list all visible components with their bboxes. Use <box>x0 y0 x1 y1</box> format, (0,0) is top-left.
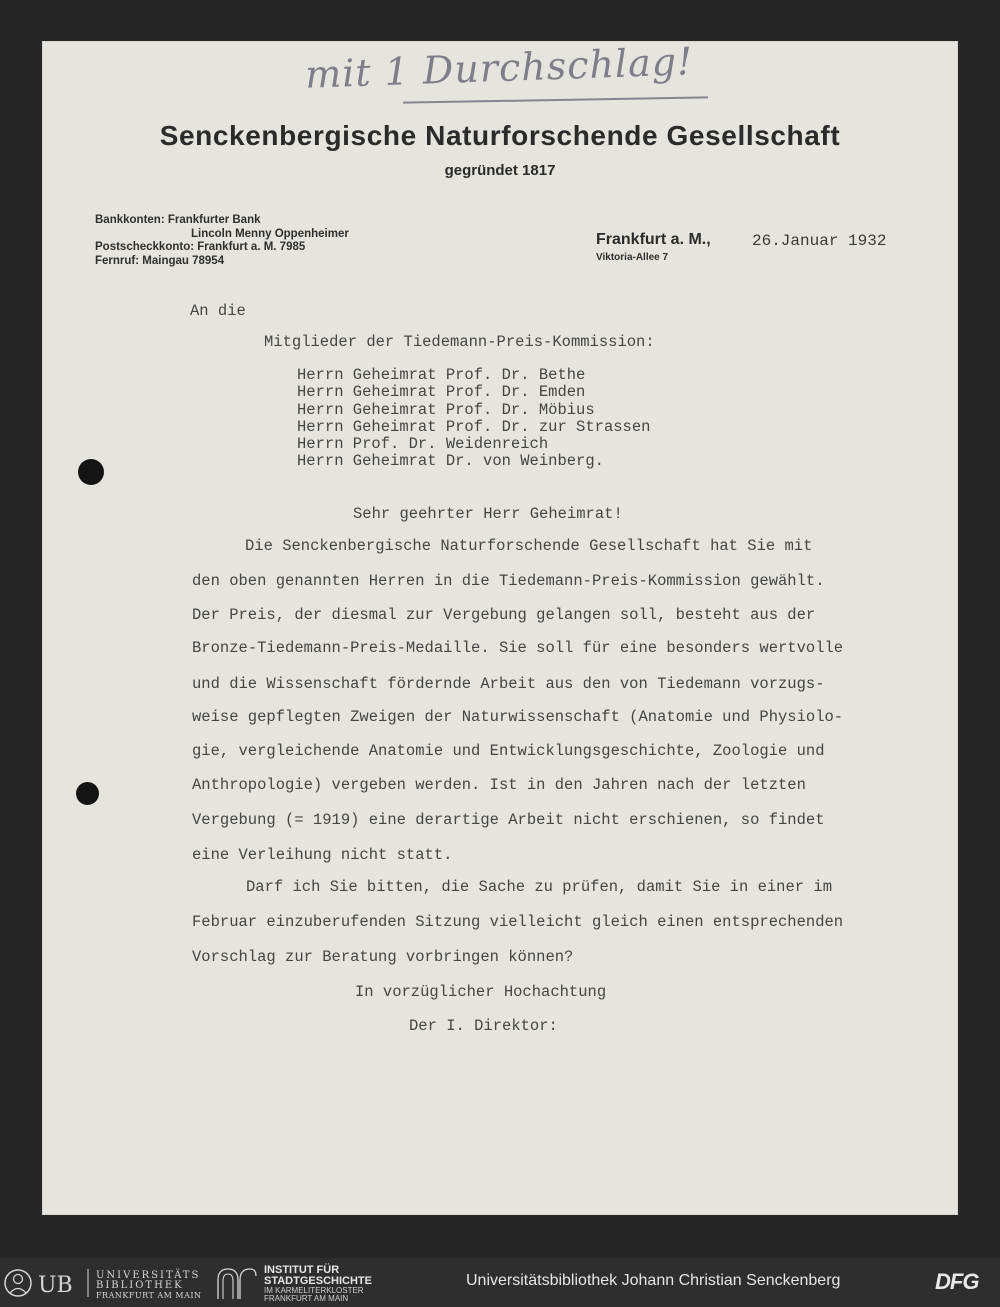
ub-text <box>96 1271 202 1301</box>
recipient: Herrn Geheimrat Prof. Dr. Möbius <box>297 400 595 419</box>
body-line: Die Senckenbergische Naturforschende Gesellschaft hat Sie mit <box>245 537 813 555</box>
recipient: Herrn Prof. Dr. Weidenreich <box>297 435 549 454</box>
recipient: Herrn Geheimrat Dr. von Weinberg. <box>297 452 604 471</box>
body-line: Vorschlag zur Beratung vorbringen können? <box>192 948 574 966</box>
arch-icon <box>214 1266 258 1300</box>
ub-line: BIBLIOTHEK <box>96 1280 184 1291</box>
punch-hole-bottom <box>76 782 99 805</box>
body-line: Darf ich Sie bitten, die Sache zu prüfen, damit Sie in einer im <box>246 878 832 896</box>
recipient: Herrn Geheimrat Prof. Dr. Emden <box>297 383 586 402</box>
institute-logo[interactable] <box>214 1266 258 1305</box>
phone-number: Fernruf: Maingau 78954 <box>95 254 225 267</box>
body-line: weise gepflegten Zweigen der Naturwissenschaft (Anatomie und Physiolo- <box>192 708 844 726</box>
institute-line: STADTGESCHICHTE <box>264 1275 372 1287</box>
body-line: Februar einzuberufenden Sitzung vielleicht gleich einen entsprechenden <box>192 913 844 931</box>
institute-text <box>264 1265 372 1303</box>
ub-logo-icon <box>4 1266 92 1300</box>
body-line: und die Wissenschaft fördernde Arbeit aus den von Tiedemann vorzugs- <box>192 675 825 693</box>
punch-hole-top <box>78 459 104 485</box>
organization-name: Senckenbergische Naturforschende Gesellschaft <box>159 120 841 151</box>
institute-line: INSTITUT FÜR <box>264 1264 340 1276</box>
svg-text:UB: UB <box>38 1273 73 1298</box>
bank-accounts-second: Lincoln Menny Oppenheimer <box>191 227 349 240</box>
bank-details <box>95 214 349 268</box>
library-name[interactable]: Universitätsbibliothek Johann Christian Senckenberg <box>466 1272 841 1289</box>
body-line: Vergebung (= 1919) eine derartige Arbeit nicht erschienen, so findet <box>192 811 825 829</box>
footer-bar <box>0 1258 1000 1307</box>
recipient: Herrn Geheimrat Prof. Dr. zur Strassen <box>297 417 651 436</box>
ub-line: UNIVERSITÄTS <box>96 1270 201 1281</box>
ub-line: FRANKFURT AM MAIN <box>96 1291 202 1300</box>
body-line: Anthropologie) vergeben werden. Ist in den Jahren nach der letzten <box>192 776 806 794</box>
body-line: gie, vergleichende Anatomie und Entwicklungsgeschichte, Zoologie und <box>192 742 825 760</box>
recipient: Herrn Geheimrat Prof. Dr. Bethe <box>297 366 586 384</box>
street-address: Viktoria-Allee 7 <box>596 252 669 263</box>
recipient-list <box>297 367 650 471</box>
founded-year: gegründet 1817 <box>444 162 556 179</box>
institute-line: FRANKFURT AM MAIN <box>264 1294 349 1303</box>
greeting: Sehr geehrter Herr Geheimrat! <box>353 505 623 523</box>
body-line: eine Verleihung nicht statt. <box>192 846 453 864</box>
dfg-logo[interactable]: DFG <box>935 1269 979 1294</box>
letter-date: 26.Januar 1932 <box>752 232 887 250</box>
postscheck-account: Postscheckkonto: Frankfurt a. M. 7985 <box>95 241 306 253</box>
handwritten-note: mit 1 Durchschlag! <box>304 39 694 97</box>
institute-line: IM KARMELITERKLOSTER <box>264 1286 364 1295</box>
body-line: Bronze-Tiedemann-Preis-Medaille. Sie soll für eine besonders wertvolle <box>192 639 844 657</box>
place: Frankfurt a. M., <box>596 231 711 248</box>
body-line: Der Preis, der diesmal zur Vergebung gelangen soll, besteht aus der <box>192 606 816 624</box>
closing: In vorzüglicher Hochachtung <box>355 983 607 1001</box>
address-to: An die <box>190 302 246 320</box>
body-line: den oben genannten Herren in die Tiedemann-Preis-Kommission gewählt. <box>192 572 825 590</box>
recipients-heading: Mitglieder der Tiedemann-Preis-Kommission: <box>264 333 655 351</box>
signoff: Der I. Direktor: <box>409 1017 558 1035</box>
bank-accounts: Bankkonten: Frankfurter Bank <box>95 214 261 226</box>
ub-logo[interactable] <box>4 1266 92 1305</box>
